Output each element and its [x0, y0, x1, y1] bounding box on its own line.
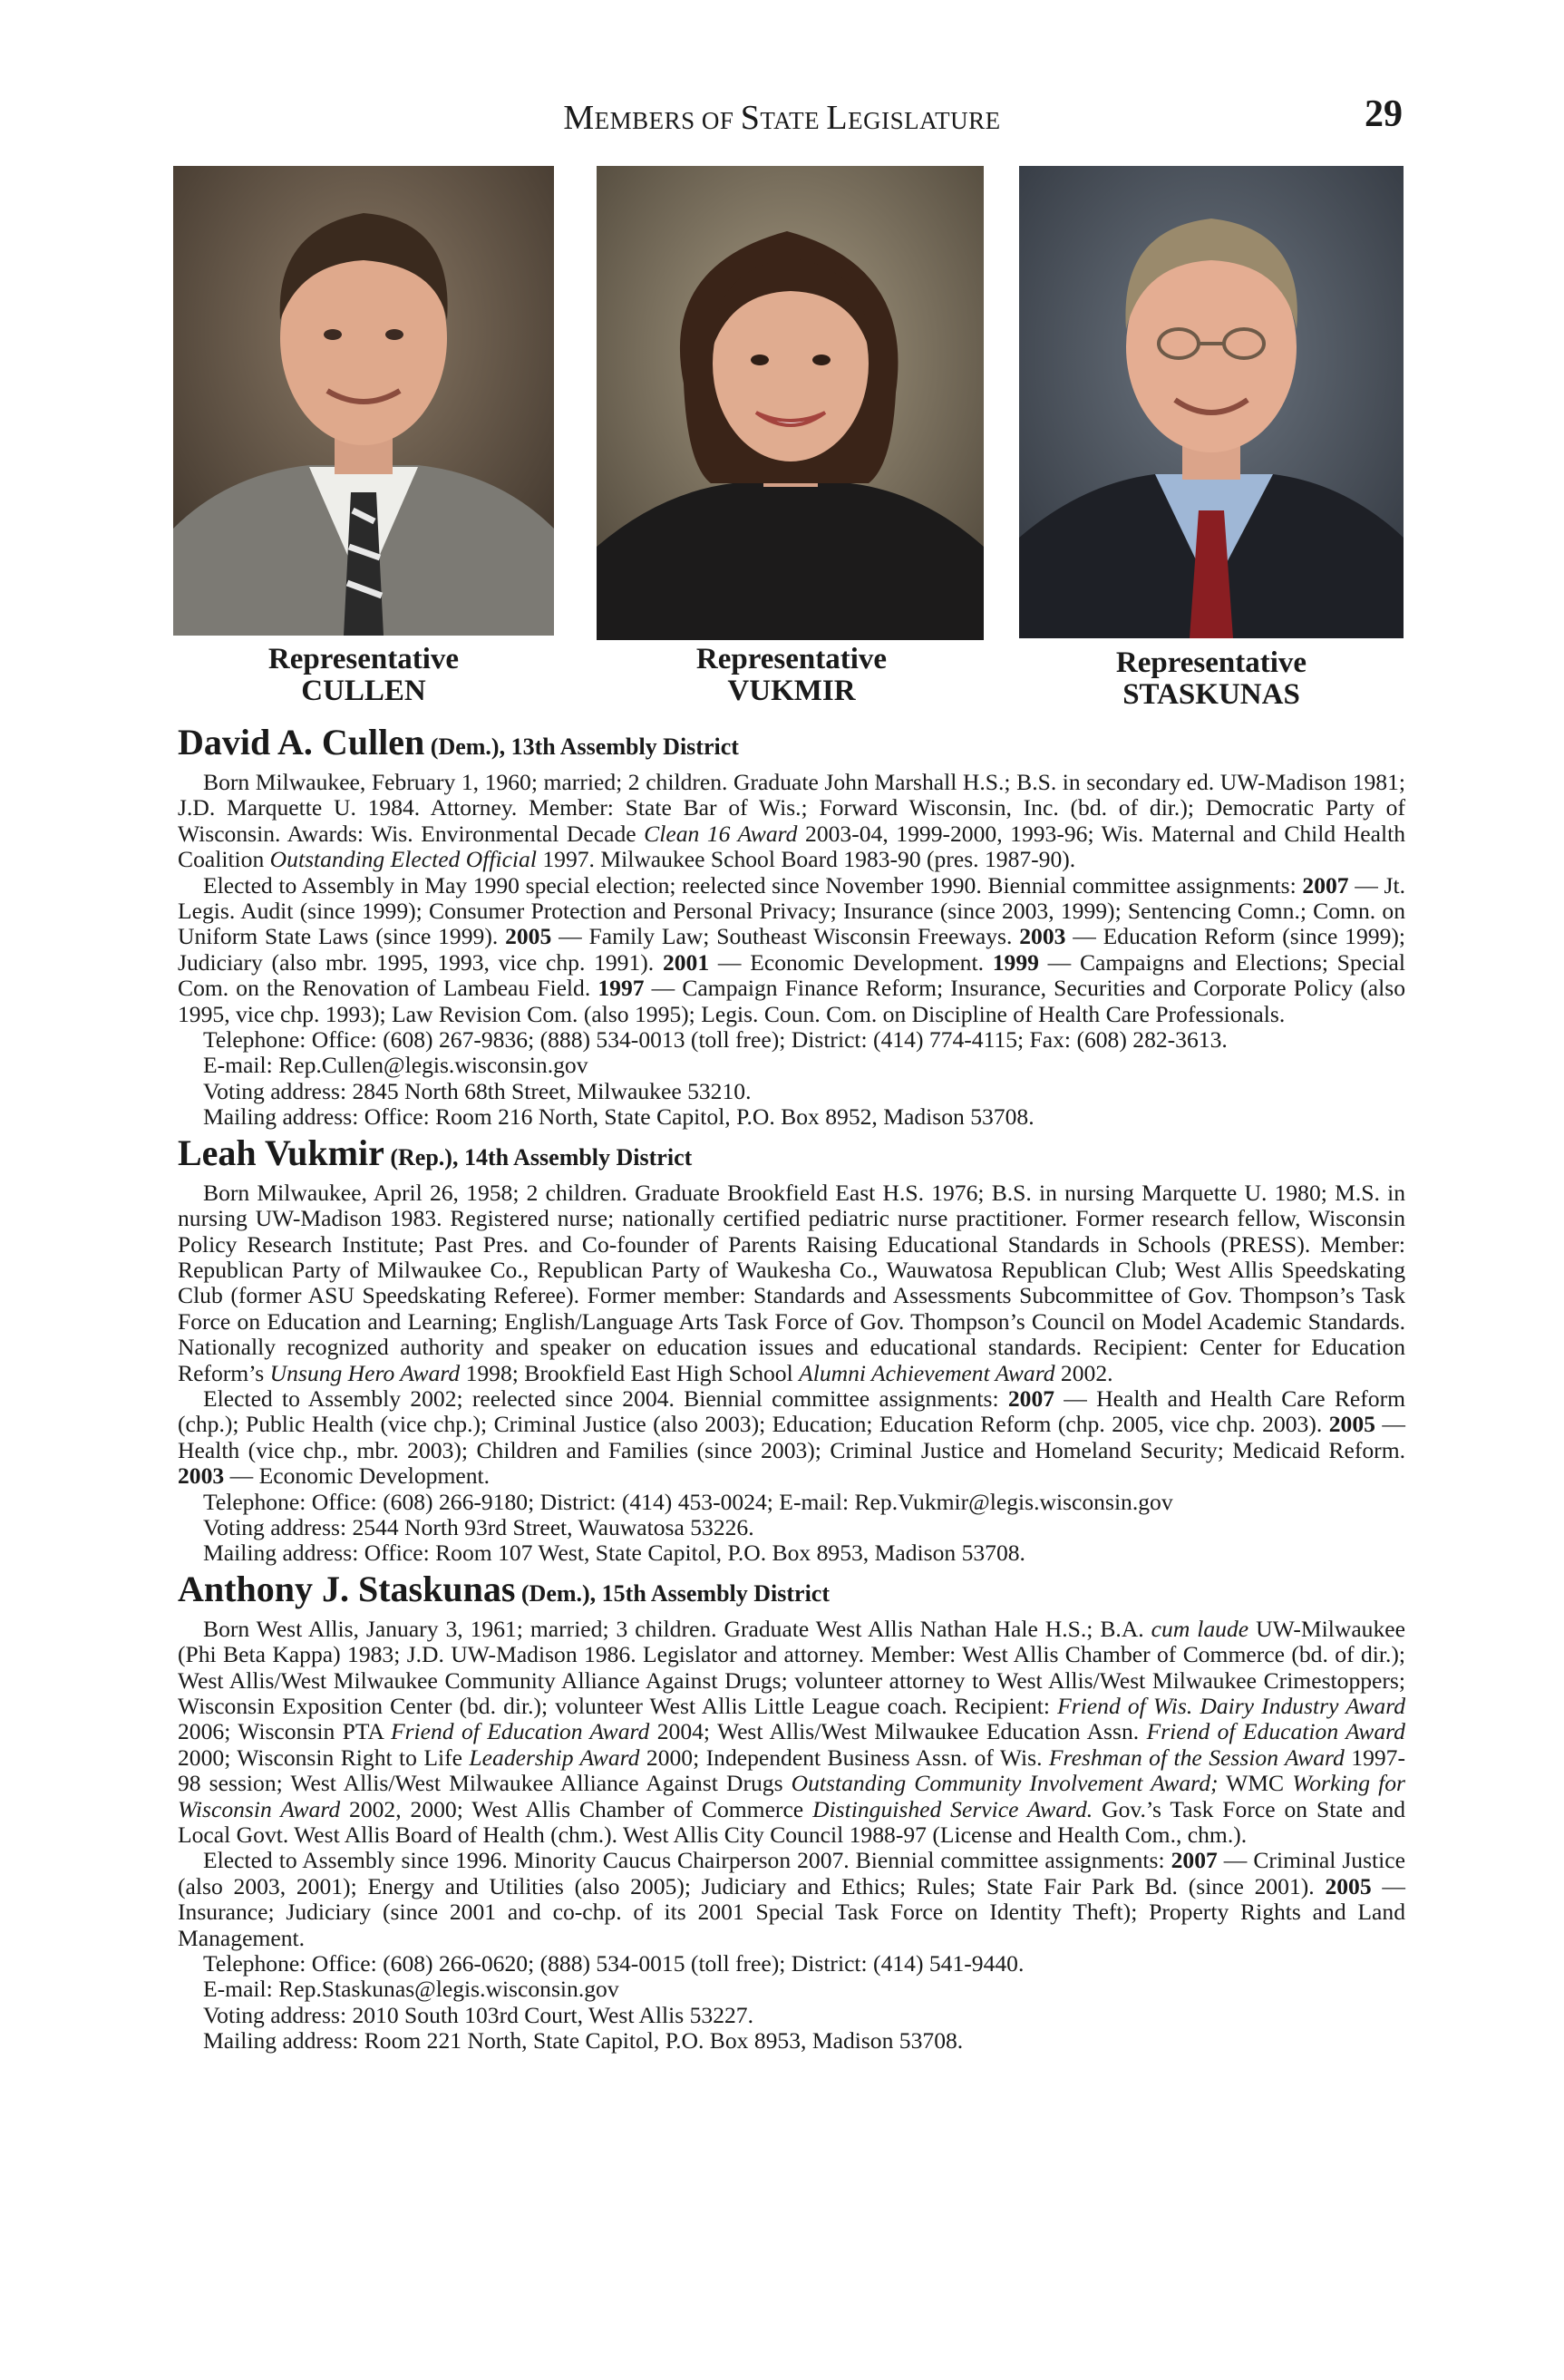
portrait-photo-vukmir	[597, 166, 984, 640]
email-line: E-mail: Rep.Staskunas@legis.wisconsin.gov	[203, 1976, 619, 2003]
header-part: S	[740, 99, 761, 137]
biography-paragraph: Born Milwaukee, February 1, 1960; married; 2 children. Graduate John Marshall H.S.; B.S. in secondary ed. UW-Madison 1981; J.D. Marquette U. 1984. Attorney. Member: State Bar of Wis.; Forward Wisconsin, Inc. (bd. of dir.); Democratic Party of Wisconsin. Awards: Wis. Environmental Decade Clean 16 Award 2003-04, 1999-2000, 1993-96; Wis. Maternal and Child Health Coalition Outstanding Elected Official 1997. Milwaukee School Board 1983-90 (pres. 1987-90).	[178, 769, 1405, 873]
page-number: 29	[1365, 93, 1403, 135]
caption-title: Representative	[267, 643, 460, 675]
biographies	[178, 720, 1405, 2055]
caption-cullen	[237, 644, 491, 707]
member-name: Anthony J. Staskunas	[178, 1568, 516, 1609]
voting-address: Voting address: 2010 South 103rd Court, West Allis 53227.	[203, 2001, 753, 2028]
caption-title: Representative	[695, 643, 888, 675]
caption-name: CULLEN	[301, 675, 426, 707]
voting-address: Voting address: 2845 North 68th Street, Milwaukee 53210.	[203, 1077, 752, 1104]
caption-name: STASKUNAS	[1122, 678, 1300, 711]
biography-heading-cullen	[178, 724, 1405, 766]
portrait-photo-staskunas	[1019, 166, 1404, 638]
caption-staskunas	[1084, 647, 1338, 711]
caption-name: VUKMIR	[727, 675, 856, 707]
caption-title: Representative	[1115, 646, 1307, 679]
header-part: TATE	[760, 107, 827, 134]
committee-paragraph: Elected to Assembly since 1996. Minority Caucus Chairperson 2007. Biennial committee assignments: 2007 — Criminal Justice (also 2003, 2001); Energy and Utilities (also 2005); Judiciary and Ethics; Rules; State Fair Park Bd. (since 2001). 2005 — Insurance; Judiciary (since 2001 and co-chp. of its 2001 Special Task Force on Identity Theft); Property Rights and Land Management.	[178, 1847, 1406, 1951]
header-part: M	[563, 99, 595, 137]
biography-heading-vukmir	[178, 1134, 1405, 1177]
telephone-line: Telephone: Office: (608) 267-9836; (888) 534-0013 (toll free); District: (414) 774-4115; Fax: (608) 282-3613.	[203, 1026, 1228, 1054]
header-part: L	[826, 99, 849, 137]
telephone-line: Telephone: Office: (608) 266-9180; District: (414) 453-0024; E-mail: Rep.Vukmir@legis.wisconsin.gov	[203, 1488, 1173, 1515]
biography-heading-staskunas	[178, 1570, 1405, 1613]
mailing-address: Mailing address: Office: Room 107 West, State Capitol, P.O. Box 8953, Madison 53708.	[203, 1540, 1025, 1567]
portrait-photo-cullen	[173, 166, 554, 636]
header-part: EMBERS OF	[594, 107, 741, 134]
telephone-line: Telephone: Office: (608) 266-0620; (888) 534-0015 (toll free); District: (414) 541-9440.	[203, 1950, 1025, 1977]
biography-paragraph: Born Milwaukee, April 26, 1958; 2 children. Graduate Brookfield East H.S. 1976; B.S. in nursing Marquette U. 1980; M.S. in nursing UW-Madison 1983. Registered nurse; nationally certified pediatric nurse practitioner. Former research fellow, Wisconsin Policy Research Institute; Past Pres. and Co-founder of Parents Raising Educational Standards in Schools (PRESS). Member: Republican Party of Milwaukee Co., Republican Party of Waukesha Co., Wauwatosa Republican Club; West Allis Speedskating Club (former ASU Speedskating Referee). Former member: Standards and Assessments Subcommittee of Gov. Thompson’s Task Force on Education and Learning; English/Language Arts Task Force of Gov. Thompson’s Council on Model Academic Standards. Nationally recognized authority and speaker on education issues and educational standards. Recipient: Center for Education Reform’s Unsung Hero Award 1998; Brookfield East High School Alumni Achievement Award 2002.	[178, 1179, 1405, 1386]
committee-paragraph: Elected to Assembly in May 1990 special election; reelected since November 1990. Biennial committee assignments: 2007 — Jt. Legis. Audit (since 1999); Consumer Protection and Personal Privacy; Insurance (since 2003, 1999); Sentencing Comn.; Comn. on Uniform State Laws (since 1999). 2005 — Family Law; Southeast Wisconsin Freeways. 2003 — Education Reform (since 1999); Judiciary (also mbr. 1995, 1993, vice chp. 1991). 2001 — Economic Development. 1999 — Campaigns and Elections; Special Com. on the Renovation of Lambeau Field. 1997 — Campaign Finance Reform; Insurance, Securities and Corporate Policy (also 1995, vice chp. 1993); Law Revision Com. (also 1995); Legis. Coun. Com. on Discipline of Health Care Professionals.	[178, 871, 1405, 1027]
mailing-address: Mailing address: Room 221 North, State Capitol, P.O. Box 8953, Madison 53708.	[203, 2027, 964, 2055]
member-district: (Rep.), 14th Assembly District	[384, 1143, 693, 1171]
committee-paragraph: Elected to Assembly 2002; reelected since 2004. Biennial committee assignments: 2007 — Health and Health Care Reform (chp.); Public Health (vice chp.); Criminal Justice (also 2003); Education; Education Reform (chp. 2005, vice chp. 2003). 2005 — Health (vice chp., mbr. 2003); Children and Families (since 2003); Criminal Justice and Homeland Security; Medicaid Reform. 2003 — Economic Development.	[178, 1384, 1406, 1490]
biography-paragraph: Born West Allis, January 3, 1961; married; 3 children. Graduate West Allis Nathan Hale H.S.; B.A. cum laude UW-Milwaukee (Phi Beta Kappa) 1983; J.D. UW-Madison 1986. Legislator and attorney. Member: West Allis Chamber of Commerce (bd. of dir.); West Allis/West Milwaukee Community Alliance Against Drugs; volunteer attorney to West Allis/West Milwaukee Crimestoppers; Wisconsin Exposition Center (bd. dir.); volunteer West Allis Little League coach. Recipient: Friend of Wis. Dairy Industry Award 2006; Wisconsin PTA Friend of Education Award 2004; West Allis/West Milwaukee Education Assn. Friend of Education Award 2000; Wisconsin Right to Life Leadership Award 2000; Independent Business Assn. of Wis. Freshman of the Session Award 1997-98 session; West Allis/West Milwaukee Alliance Against Drugs Outstanding Community Involvement Award; WMC Working for Wisconsin Award 2002, 2000; West Allis Chamber of Commerce Distinguished Service Award. Gov.’s Task Force on State and Local Govt. West Allis Board of Health (chm.). West Allis City Council 1988-97 (License and Health Com., chm.).	[178, 1615, 1405, 1849]
header-part: EGISLATURE	[848, 107, 1001, 134]
member-name: David A. Cullen	[178, 722, 425, 763]
mailing-address: Mailing address: Office: Room 216 North, State Capitol, P.O. Box 8952, Madison 53708.	[203, 1103, 1035, 1131]
caption-vukmir	[665, 644, 918, 707]
member-name: Leah Vukmir	[178, 1132, 384, 1173]
member-district: (Dem.), 13th Assembly District	[424, 733, 739, 760]
running-header	[0, 98, 1564, 138]
member-district: (Dem.), 15th Assembly District	[515, 1579, 830, 1607]
voting-address: Voting address: 2544 North 93rd Street, Wauwatosa 53226.	[203, 1513, 754, 1540]
email-line: E-mail: Rep.Cullen@legis.wisconsin.gov	[203, 1052, 588, 1079]
